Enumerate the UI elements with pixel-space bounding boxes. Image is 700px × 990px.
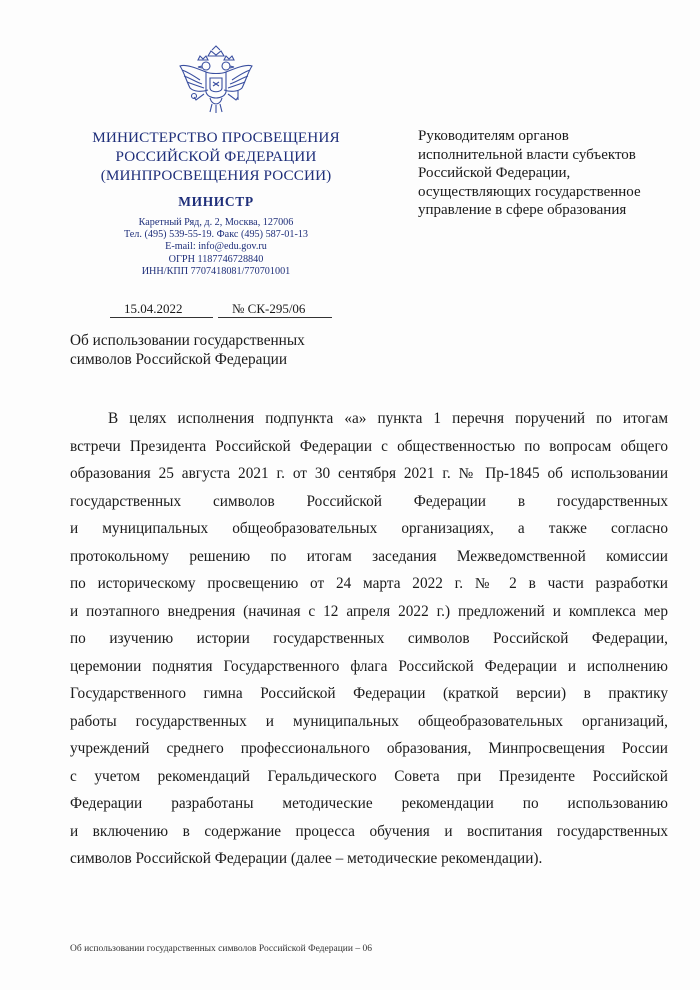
subject-line: Об использовании государственных [70,332,305,349]
email-line: E-mail: info@edu.gov.ru [165,241,267,253]
body-line: Федерации разработаны методические рекомендации по использованию [70,795,668,812]
date-underline [110,317,213,318]
ministry-name-line: РОССИЙСКОЙ ФЕДЕРАЦИИ [115,148,317,165]
ministry-name-line: МИНИСТЕРСТВО ПРОСВЕЩЕНИЯ [92,129,340,146]
body-line: Государственного гимна Российской Федерации (краткой версии) в практику [70,685,668,702]
letter-number: № СК-295/06 [232,301,306,316]
letter-date: 15.04.2022 [124,301,183,316]
body-line: церемонии поднятия Государственного флага Российской Федерации и исполнению [70,657,668,675]
minister-title: МИНИСТР [178,194,254,209]
subject-line: символов Российской Федерации [70,351,288,368]
number-underline [218,317,332,318]
body-line: работы государственных и муниципальных общеобразовательных организаций, [70,712,668,730]
body-line: учреждений среднего профессионального образования, Минпросвещения России [70,740,668,757]
body-line: по историческому просвещению от 24 марта 2022 г. № 2 в части разработки [70,575,668,592]
page-footer: Об использовании государственных символов Российской Федерации – 06 [70,944,372,954]
body-line: с учетом рекомендаций Геральдического Совета при Президенте Российской [70,767,668,785]
addressee-line: управление в сфере образования [418,202,627,219]
body-line: и муниципальных общеобразовательных организациях, а также согласно [70,520,668,537]
body-line: государственных символов Российской Федерации в государственных [70,492,668,510]
body-line: и включению в содержание процесса обучения и воспитания государственных [70,822,668,840]
body-line: по изучению истории государственных символов Российской Федерации, [70,630,668,647]
addressee-line: Руководителям органов [418,128,569,144]
address-line: Каретный Ряд, д. 2, Москва, 127006 [138,217,294,228]
body-line: В целях исполнения подпункта «а» пункта 1 перечня поручений по итогам [108,410,668,427]
ogrn-line: ОГРН 1187746728840 [168,253,264,265]
letter-body [70,405,668,873]
body-line: образования 25 августа 2021 г. от 30 сентября 2021 г. № Пр-1845 об использовании [70,465,668,482]
letter-subject [70,331,370,369]
ministry-header [70,128,362,278]
registration-line [110,300,332,318]
body-line: и поэтапного внедрения (начиная с 12 апреля 2022 г.) предложений и комплекса мер [70,602,668,620]
addressee-line: осуществляющих государственное [418,183,641,200]
ministry-name-line: (МИНПРОСВЕЩЕНИЯ РОССИИ) [100,167,332,184]
addressee-line: исполнительной власти субъектов [418,146,636,163]
body-line: встречи Президента Российской Федерации с общественностью по вопросам общего [70,437,668,455]
body-line: протокольному решению по итогам заседания Межведомственной комиссии [70,547,668,565]
addressee-line: Российской Федерации, [418,165,571,182]
addressee-block [418,127,678,220]
body-line: символов Российской Федерации (далее – методические рекомендации). [70,850,543,867]
coat-of-arms-icon [176,44,256,116]
phone-line: Тел. (495) 539-55-19. Факс (495) 587-01-13 [123,229,309,241]
inn-line: ИНН/КПП 7707418081/770701001 [141,265,291,277]
